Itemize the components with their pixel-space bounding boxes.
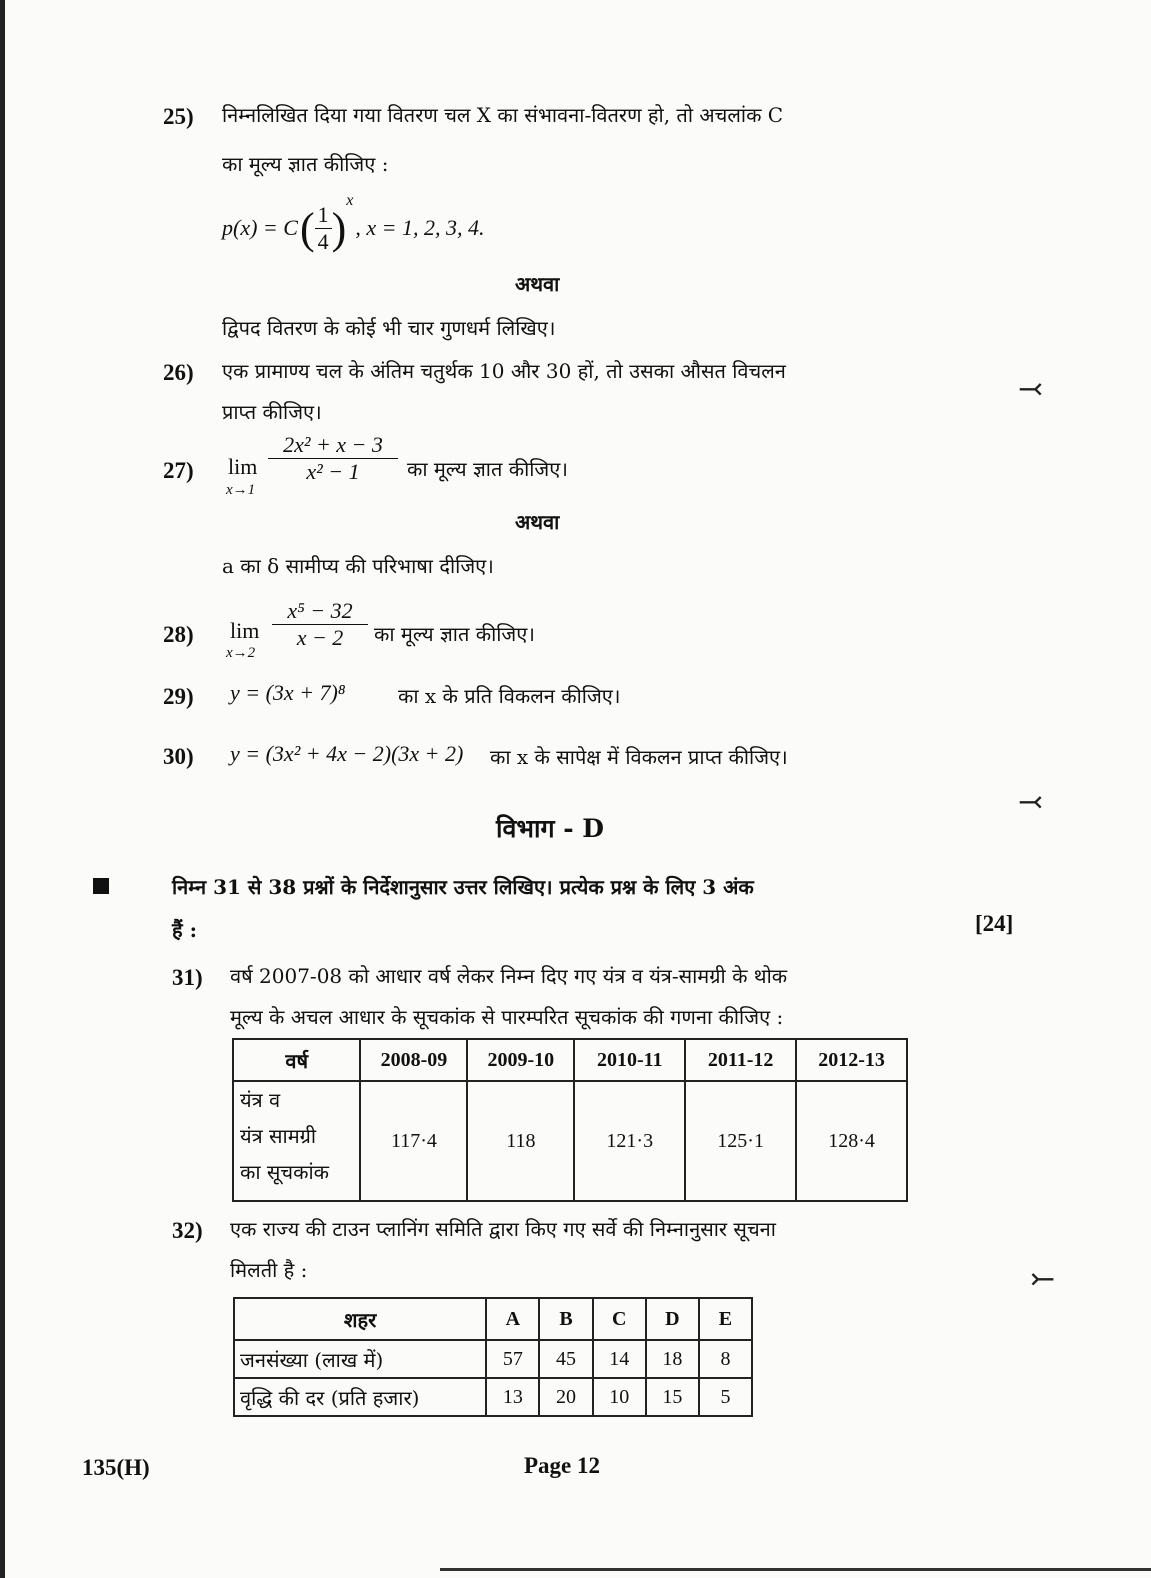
table-cell: 8	[699, 1340, 752, 1378]
q27-fraction	[268, 432, 398, 485]
table-row-label: वृद्धि की दर (प्रति हजार)	[234, 1378, 486, 1416]
q28-fraction	[272, 598, 368, 651]
footer-paper-code: 135(H)	[82, 1455, 150, 1480]
question-number-29: 29)	[163, 684, 194, 709]
q27-or: अथवा	[515, 510, 560, 534]
q28-text: का मूल्य ज्ञात कीजिए।	[374, 622, 535, 646]
q25-paren-open: (	[299, 203, 315, 253]
q32-line1: एक राज्य की टाउन प्लानिंग समिति द्वारा किए गए सर्वे की निम्नानुसार सूचना	[230, 1217, 776, 1241]
table-header-cell: C	[593, 1298, 646, 1340]
q30-text: का x के सापेक्ष में विकलन प्राप्त कीजिए।	[490, 745, 788, 769]
table-cell: 13	[486, 1378, 539, 1416]
q25-frac-num: 1	[315, 202, 332, 229]
table-header-cell: 2012-13	[796, 1039, 907, 1081]
scan-mark-icon: ⤙	[1018, 372, 1044, 407]
table-header-row	[233, 1039, 907, 1081]
q25-line1: निम्नलिखित दिया गया वितरण चल X का संभावना-वितरण हो, तो अचलांक C	[222, 103, 784, 127]
q27-frac-den: x² − 1	[306, 459, 360, 484]
scan-edge-bottom	[440, 1568, 1151, 1571]
question-number-32: 32)	[172, 1218, 203, 1243]
q27-frac-num: 2x² + x − 3	[268, 432, 398, 459]
table-cell: 125·1	[685, 1081, 796, 1201]
q30-math: y = (3x² + 4x − 2)(3x + 2)	[230, 741, 464, 766]
scan-mark-icon: ⤙	[1018, 785, 1044, 820]
section-marks: [24]	[975, 911, 1014, 936]
table-row	[234, 1340, 752, 1378]
table-cell: 20	[539, 1378, 592, 1416]
table-header-cell: शहर	[234, 1298, 486, 1340]
table-row	[233, 1081, 907, 1201]
table-cell: 14	[593, 1340, 646, 1378]
q26-line2: प्राप्त कीजिए।	[222, 400, 322, 424]
table-header-cell: A	[486, 1298, 539, 1340]
table-cell: 121·3	[574, 1081, 685, 1201]
q32-city-table	[233, 1297, 753, 1417]
q25-frac-den: 4	[317, 228, 329, 254]
table-row-label	[233, 1081, 360, 1201]
q25-paren-close: )	[331, 203, 347, 253]
q31-line1: वर्ष 2007-08 को आधार वर्ष लेकर निम्न दिए गए यंत्र व यंत्र-सामग्री के थोक	[230, 964, 788, 988]
q25-line2: का मूल्य ज्ञात कीजिए :	[222, 152, 389, 176]
table-cell: 128·4	[796, 1081, 907, 1201]
table-header-cell: B	[539, 1298, 592, 1340]
q29-math: y = (3x + 7)⁸	[230, 680, 346, 705]
q31-index-table	[232, 1038, 908, 1202]
q25-alternative: द्विपद वितरण के कोई भी चार गुणधर्म लिखिए।	[222, 316, 556, 340]
question-number-25: 25)	[163, 104, 194, 129]
q25-fraction	[315, 202, 332, 255]
q27-text: का मूल्य ज्ञात कीजिए।	[407, 457, 568, 481]
bullet-square-icon	[93, 878, 109, 894]
section-title: विभाग - D	[496, 814, 604, 843]
row-label-line: यंत्र व	[240, 1088, 281, 1112]
question-number-31: 31)	[172, 965, 203, 990]
table-cell: 118	[467, 1081, 574, 1201]
row-label-line: का सूचकांक	[240, 1160, 330, 1184]
section-instruction-line1: निम्न 31 से 38 प्रश्नों के निर्देशानुसार उत्तर लिखिए। प्रत्येक प्रश्न के लिए 3 अंक	[172, 875, 754, 899]
q32-line2: मिलती है :	[230, 1258, 308, 1282]
question-number-26: 26)	[163, 360, 194, 385]
table-cell: 10	[593, 1378, 646, 1416]
scan-edge-left	[0, 0, 5, 1578]
q25-formula	[222, 188, 484, 268]
q25-formula-rhs: , x = 1, 2, 3, 4.	[355, 215, 485, 240]
table-row	[234, 1378, 752, 1416]
table-header-cell: वर्ष	[233, 1039, 360, 1081]
table-cell: 45	[539, 1340, 592, 1378]
table-cell: 18	[646, 1340, 699, 1378]
q25-exponent: x	[346, 192, 354, 209]
q28-frac-num: x⁵ − 32	[272, 598, 368, 625]
table-header-cell: 2011-12	[685, 1039, 796, 1081]
question-number-28: 28)	[163, 622, 194, 647]
q28-lim-sub: x→2	[226, 645, 256, 661]
question-number-30: 30)	[163, 744, 194, 769]
table-row-label: जनसंख्या (लाख में)	[234, 1340, 486, 1378]
q28-frac-den: x − 2	[296, 625, 344, 650]
table-header-cell: 2010-11	[574, 1039, 685, 1081]
table-header-row	[234, 1298, 752, 1340]
q25-or: अथवा	[515, 272, 560, 296]
footer-page-number: Page 12	[524, 1453, 601, 1478]
q31-line2: मूल्य के अचल आधार के सूचकांक से पारम्परित सूचकांक की गणना कीजिए :	[230, 1005, 784, 1029]
table-header-cell: 2009-10	[467, 1039, 574, 1081]
table-cell: 57	[486, 1340, 539, 1378]
scan-mark-icon: ⤚	[1030, 1262, 1056, 1297]
table-header-cell: E	[699, 1298, 752, 1340]
section-instruction-line2: हैं :	[172, 918, 197, 942]
table-header-cell: D	[646, 1298, 699, 1340]
table-header-cell: 2008-09	[360, 1039, 467, 1081]
q27-alternative: a का δ सामीप्य की परिभाषा दीजिए।	[222, 554, 494, 578]
q27-lim-sub: x→1	[226, 482, 256, 498]
table-cell: 5	[699, 1378, 752, 1416]
question-number-27: 27)	[163, 458, 194, 483]
q26-line1: एक प्रामाण्य चल के अंतिम चतुर्थक 10 और 30 हों, तो उसका औसत विचलन	[222, 359, 786, 383]
q28-lim: lim	[230, 618, 260, 643]
row-label-line: यंत्र सामग्री	[240, 1124, 317, 1148]
q29-text: का x के प्रति विकलन कीजिए।	[398, 684, 621, 708]
q25-formula-lhs: p(x) = C	[222, 215, 298, 240]
table-cell: 15	[646, 1378, 699, 1416]
table-cell: 117·4	[360, 1081, 467, 1201]
q27-lim: lim	[228, 454, 258, 479]
